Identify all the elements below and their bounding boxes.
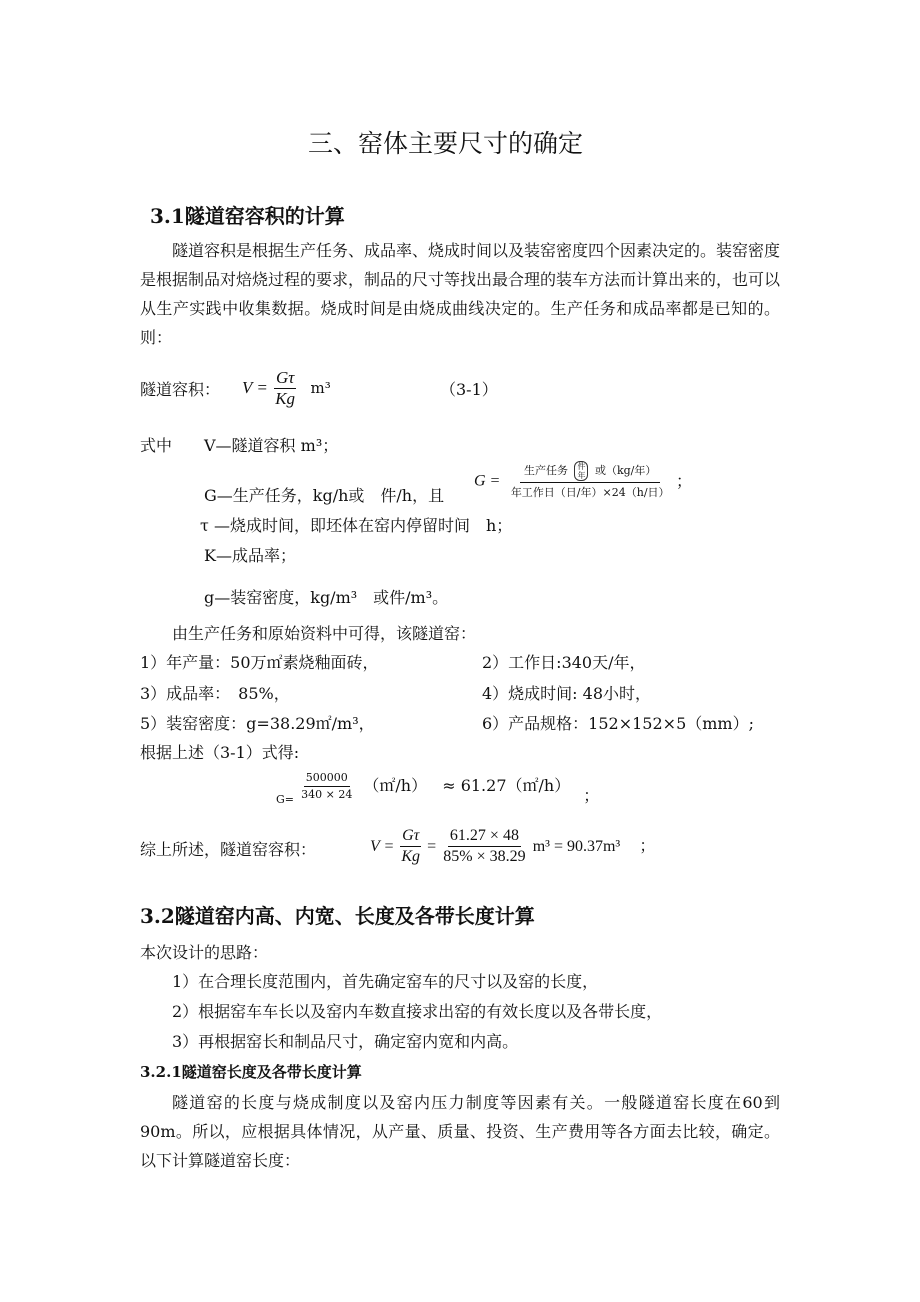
- v-end: ；: [639, 836, 656, 855]
- section-3-2-1-paragraph: 隧道窑的长度与烧成制度以及窑内压力制度等因素有关。一般隧道窑长度在60到90m。所以，应根据具体情况，从产量、质量、投资、生产费用等各方面去比较，确定。以下计算隧道窑长度：: [140, 1093, 780, 1170]
- g-calc-end: ；: [583, 786, 600, 805]
- param-5: 5）装窑密度：g=38.29㎡/m³，: [140, 714, 375, 733]
- def-k: K—成品率；: [204, 546, 296, 565]
- where-label: 式中: [140, 436, 173, 455]
- g-calc-denominator: 340 × 24: [301, 788, 353, 801]
- v-numerator-1: Gτ: [400, 826, 421, 847]
- step-1: 1）在合理长度范围内，首先确定窑车的尺寸以及窑的长度，: [172, 972, 599, 991]
- v-denominator-1: Kg: [401, 848, 421, 865]
- section-3-1-paragraph: 隧道容积是根据生产任务、成品率、烧成时间以及装窑密度四个因素决定的。装窑密度是根据制品对焙烧过程的要求，制品的尺寸等找出最合理的装车方法而计算出来的，也可以从生产实践中收集数据。烧成时间是由烧成曲线决定的。生产任务和成品率都是已知的。则：: [140, 241, 781, 347]
- g-calc-result: ≈ 61.27（㎡/h）: [442, 776, 571, 795]
- formula-denominator: Kg: [275, 389, 296, 408]
- param-4: 4）烧成时间: 48小时，: [482, 684, 652, 703]
- v-result: m³ = 90.37m³: [532, 838, 621, 855]
- g-num-c: 或（kg/年）: [594, 464, 657, 477]
- section-3-2-heading: 3.2隧道窑内高、内宽、长度及各带长度计算: [140, 904, 535, 928]
- g-num-b-top: 件: [577, 462, 586, 471]
- v-denominator-2: 85% × 38.29: [443, 848, 526, 865]
- def-g-density: g—装窑密度，kg/m³ 或件/m³。: [204, 588, 449, 607]
- formula-lhs: V =: [242, 378, 268, 397]
- g-num-piece-fraction: [574, 461, 588, 481]
- param-1: 1）年产量：50万㎡素烧釉面砖，: [140, 653, 379, 672]
- g-lhs: G =: [474, 472, 501, 490]
- section-3-2-1-heading: 3.2.1隧道窑长度及各带长度计算: [140, 1063, 362, 1081]
- volume-calculation: [370, 826, 655, 867]
- v-numerator-2: 61.27 × 48: [448, 826, 521, 847]
- g-def-denominator: 年工作日（日/年）×24（h/日）: [510, 486, 670, 499]
- formula-3-1: [242, 368, 331, 409]
- formula-number: （3-1）: [440, 380, 498, 399]
- param-3: 3）成品率： 85%，: [140, 684, 290, 703]
- g-calculation: [276, 770, 599, 806]
- calc-intro: 根据上述（3-1）式得:: [140, 743, 300, 762]
- def-tau: τ —烧成时间，即坯体在窑内停留时间 h；: [200, 516, 513, 535]
- summary-label: 综上所述，隧道窑容积：: [140, 840, 317, 859]
- g-def-numerator: [520, 460, 660, 483]
- step-3: 3）再根据窑长和制品尺寸，确定窑内宽和内高。: [172, 1032, 519, 1051]
- formula-label: 隧道容积：: [140, 380, 221, 399]
- g-definition-formula: [474, 460, 692, 503]
- intro-parameters: 由生产任务和原始资料中可得，该隧道窑：: [172, 624, 477, 643]
- step-2: 2）根据窑车车长以及窑内车数直接求出窑的有效长度以及各带长度，: [172, 1002, 663, 1021]
- formula-unit: m³: [310, 379, 331, 397]
- g-def-end: ；: [675, 471, 692, 491]
- chapter-title: 三、窑体主要尺寸的确定: [308, 129, 584, 158]
- param-2: 2）工作日:340天/年，: [482, 653, 646, 672]
- param-6: 6）产品规格：152×152×5（mm）;: [482, 714, 754, 733]
- section-3-2-intro: 本次设计的思路：: [140, 943, 269, 962]
- section-3-1-heading: 3.1隧道窑容积的计算: [150, 204, 345, 228]
- g-num-b-bot: 年: [577, 471, 586, 480]
- def-g: G—生产任务，kg/h或 件/h，且: [204, 486, 445, 505]
- v-lhs: V =: [370, 838, 395, 855]
- g-calc-unit: （㎡/h）: [363, 776, 428, 795]
- v-equals: =: [427, 838, 437, 855]
- g-calc-prefix: G=: [276, 793, 295, 806]
- def-v: V—隧道容积 m³；: [204, 436, 339, 455]
- g-num-a: 生产任务: [523, 464, 568, 477]
- formula-numerator: Gτ: [275, 368, 295, 387]
- g-calc-numerator: 500000: [304, 770, 350, 787]
